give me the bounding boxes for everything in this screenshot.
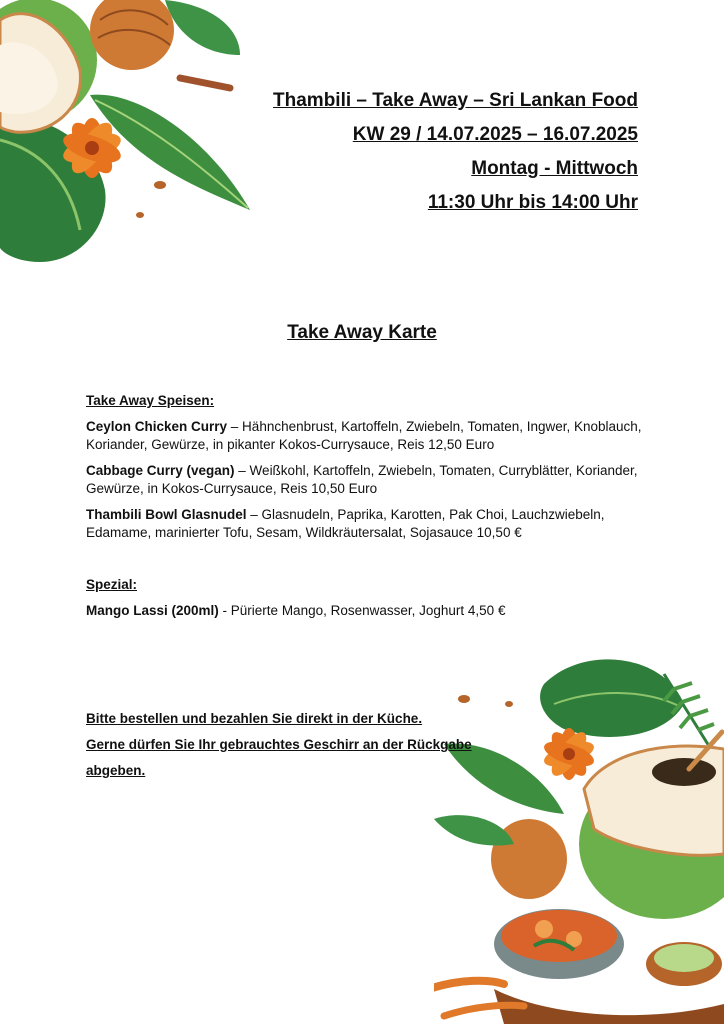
opening-hours: 11:30 Uhr bis 14:00 Uhr [427, 192, 638, 213]
page-title: Take Away Karte [287, 322, 437, 343]
restaurant-title: Thambili – Take Away – Sri Lankan Food [273, 90, 638, 111]
small-leaf [434, 815, 514, 845]
coconut-opening [652, 758, 716, 786]
menu-item-description: - Pürierte Mango, Rosenwasser, Joghurt 4,50 € [218, 603, 506, 618]
serving-tray [494, 989, 724, 1024]
chutney [654, 944, 714, 972]
tropical-illustration-bottom [434, 644, 724, 1024]
menu-item [86, 462, 646, 498]
menu-item [86, 418, 646, 454]
menu-item-description: – Hähnchenbrust, Kartoffeln, Zwiebeln, Tomaten, Ingwer, Knoblauch, Koriander, Gewürze, in pikanter Kokos-Currysauce, Reis 12,50 Euro [86, 419, 642, 452]
week-dates: KW 29 / 14.07.2025 – 16.07.2025 [352, 124, 638, 145]
carrot [434, 981, 504, 989]
menu-item-description: – Glasnudeln, Paprika, Karotten, Pak Choi, Lauchzwiebeln, Edamame, marinierter Tofu, Sesam, Wildkräutersalat, Sojasauce 10,50 € [86, 507, 605, 540]
seed [505, 701, 513, 707]
seed [136, 212, 144, 218]
return-note-continued: abgeben. [86, 763, 146, 778]
tropical-illustration-top [0, 0, 270, 270]
monstera-leaf [540, 659, 684, 737]
header-block [273, 84, 638, 220]
menu-item-name: Cabbage Curry (vegan) [86, 463, 235, 478]
curry [501, 910, 617, 962]
footer-notes [86, 706, 472, 784]
small-leaf [165, 0, 240, 55]
cinnamon-stick [180, 78, 230, 88]
menu-section [86, 392, 646, 628]
spezial-heading: Spezial: [86, 577, 138, 592]
menu-item [86, 602, 646, 620]
menu-item [86, 506, 646, 542]
menu-item-name: Ceylon Chicken Curry [86, 419, 228, 434]
opening-days: Montag - Mittwoch [471, 158, 638, 179]
speisen-heading: Take Away Speisen: [86, 393, 215, 408]
return-note: Gerne dürfen Sie Ihr gebrauchtes Geschirr an der Rückgabe [86, 737, 472, 752]
curry-garnish [535, 920, 553, 938]
menu-item-description: – Weißkohl, Kartoffeln, Zwiebeln, Tomaten, Curryblätter, Koriander, Gewürze, in Kokos-Currysauce, Reis 10,50 Euro [86, 463, 638, 496]
menu-item-name: Mango Lassi (200ml) [86, 603, 219, 618]
order-note: Bitte bestellen und bezahlen Sie direkt in der Küche. [86, 711, 423, 726]
seed [154, 181, 166, 189]
menu-item-name: Thambili Bowl Glasnudel [86, 507, 247, 522]
seed [458, 695, 470, 703]
